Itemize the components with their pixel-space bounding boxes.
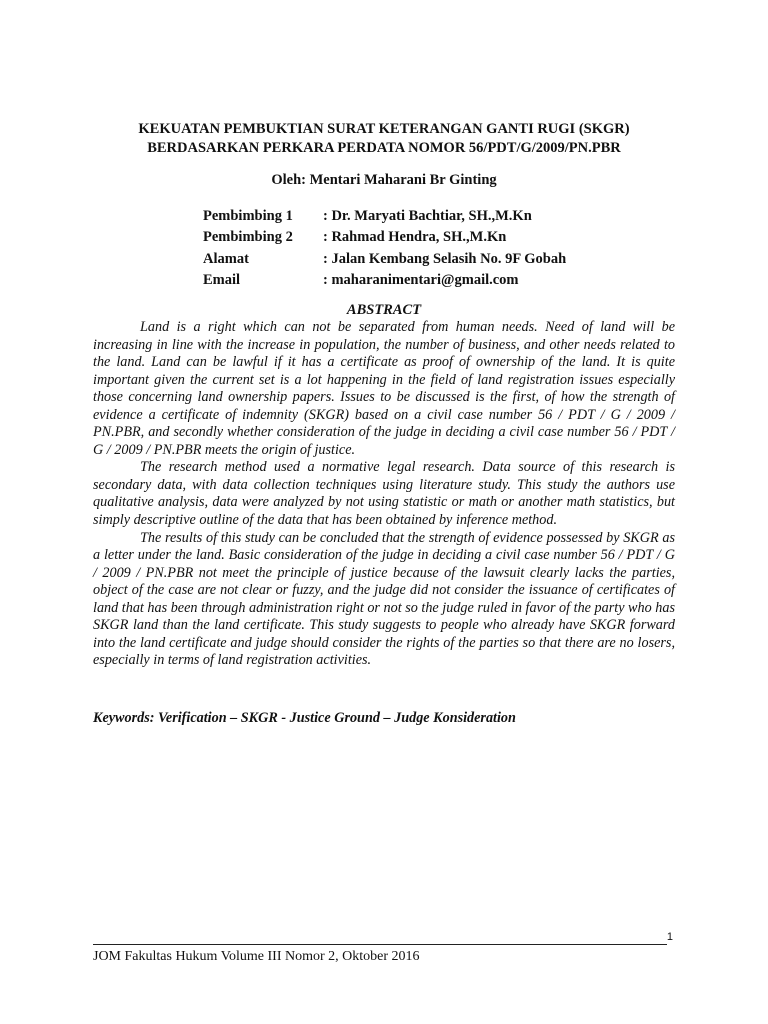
- journal-footer: JOM Fakultas Hukum Volume III Nomor 2, Oktober 2016: [93, 949, 420, 964]
- advisor-1-label: Pembimbing 1: [203, 208, 293, 224]
- author-line: Oleh: Mentari Maharani Br Ginting: [271, 172, 497, 188]
- email-value: : maharanimentari@gmail.com: [323, 271, 519, 288]
- footer-divider: [93, 944, 667, 945]
- author-metadata: [203, 206, 566, 291]
- email-row: [203, 270, 566, 291]
- advisor-2-label: Pembimbing 2: [203, 229, 293, 246]
- address-row: [203, 249, 566, 270]
- address-value: : Jalan Kembang Selasih No. 9F Gobah: [323, 250, 567, 267]
- advisor-1-value: : Dr. Maryati Bachtiar, SH.,M.Kn: [323, 208, 532, 224]
- abstract-paragraph-3: The results of this study can be concluded that the strength of evidence possessed by SKGR as a letter under the land. Basic consideration of the judge in deciding a civil case number 56 / PDT / G / 2009 / PN.PBR not meet the principle of justice because of the lawsuit clearly lacks the parties, object of the case are not clear or fuzzy, and the judge did not consider the issuance of certificates of land that has been through administration right or not so the judge ruled in favor of the party who has SKGR land than the land certificate. This study suggests to people who already have SKGR forward into the land certificate and judge should consider the rights of the parties so that there are no losers, especially in terms of land registration activities.: [93, 529, 675, 669]
- keywords-line: Keywords: Verification – SKGR - Justice Ground – Judge Konsideration: [93, 710, 516, 726]
- page-number: 1: [666, 931, 673, 943]
- abstract-heading: ABSTRACT: [346, 302, 422, 318]
- abstract-paragraph-1: Land is a right which can not be separated from human needs. Need of land will be increasing in line with the increase in population, the number of business, and other needs related to the land. Land can be lawful if it has a certificate as proof of ownership of the land. It is quite important given the current set is a lot happening in the field of land registration issues especially those concerning land ownership papers. Issues to be discussed is the first, of how the strength of evidence a certificate of indemnity (SKGR) based on a civil case number 56 / PDT / G / 2009 / PN.PBR, and secondly whether consideration of the judge in deciding a civil case number 56 / PDT / G / 2009 / PN.PBR meets the origin of justice.: [93, 319, 675, 458]
- email-label: Email: [203, 271, 241, 288]
- title-line-2: BERDASARKAN PERKARA PERDATA NOMOR 56/PDT/G/2009/PN.PBR: [147, 140, 621, 156]
- paper-title: [60, 120, 708, 158]
- address-label: Alamat: [203, 250, 249, 267]
- abstract-body: [93, 319, 675, 670]
- abstract-paragraph-2: The research method used a normative legal research. Data source of this research is secondary data, with data collection techniques using literature study. This study the authors use qualitative analysis, data were analyzed by not using statistic or math or another math statistics, but simply descriptive outline of the data that has been obtained by inference method.: [93, 459, 675, 529]
- advisor-2-row: [203, 227, 566, 248]
- advisor-1-row: [203, 206, 566, 227]
- advisor-2-value: : Rahmad Hendra, SH.,M.Kn: [323, 229, 507, 246]
- title-line-1: KEKUATAN PEMBUKTIAN SURAT KETERANGAN GANTI RUGI (SKGR): [138, 121, 630, 137]
